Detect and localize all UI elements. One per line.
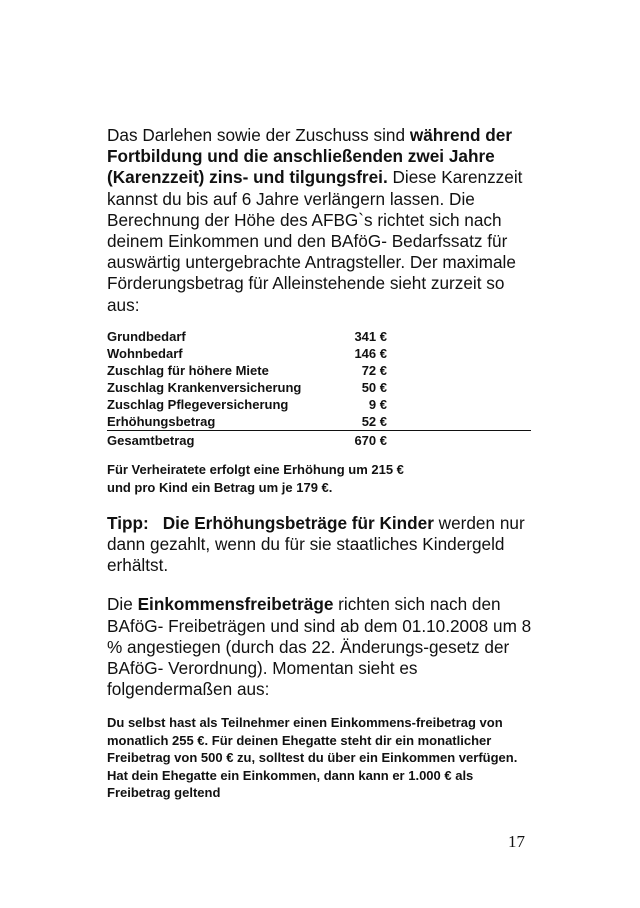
total-row <box>107 430 387 449</box>
table-row <box>107 345 387 362</box>
page-number: 17 <box>508 832 525 851</box>
tipp-text: werden nur dann gezahlt, wenn du für sie staatliches Kindergeld erhältst. <box>107 512 525 576</box>
row-label: Zuschlag für höhere Miete <box>107 362 269 378</box>
table-row <box>107 362 387 379</box>
table-row <box>107 328 387 345</box>
row-amount: 146 € <box>354 345 387 361</box>
row-amount: 72 € <box>361 362 387 378</box>
note-line-1: Für Verheiratete erfolgt eine Erhöhung um 215 € <box>107 461 404 477</box>
einkommen-text-1: Die <box>107 594 138 615</box>
row-amount: 52 € <box>361 413 387 429</box>
table-row <box>107 413 387 431</box>
note-line-2: und pro Kind ein Betrag um je 179 €. <box>107 479 333 495</box>
row-label: Wohnbedarf <box>107 345 183 361</box>
tipp-bold-text: Die Erhöhungsbeträge für Kinder <box>162 512 434 533</box>
row-label: Zuschlag Krankenversicherung <box>107 379 302 395</box>
tipp-paragraph <box>107 513 537 577</box>
total-label: Gesamtbetrag <box>107 430 347 449</box>
freibetrag-paragraph: Du selbst hast als Teilnehmer einen Einkommens-freibetrag von monatlich 255 €. Für deinen Ehegatte steht dir ein monatlicher Freibetrag von 500 € zu, solltest du über ein Einkommen verfügen. Hat dein Ehegatte ein Einkommen, dann kann er 1.000 € als Freibetrag geltend <box>107 715 518 801</box>
row-amount: 341 € <box>354 328 387 344</box>
tipp-label: Tipp: <box>107 512 149 533</box>
row-amount: 50 € <box>361 379 387 395</box>
row-label: Zuschlag Pflegeversicherung <box>107 396 289 412</box>
row-label: Erhöhungsbetrag <box>107 413 216 429</box>
intro-text-2: Diese Karenzzeit kannst du bis auf 6 Jahre verlängern lassen. Die Berechnung der Höhe des AFBG`s richtet sich nach deinem Einkommen und den BAföG- Bedarfssatz für auswärtig untergebrachte Antragsteller. Der maximale Förderungsbetrag für Alleinstehende sieht zurzeit so aus: <box>107 167 523 315</box>
table-divider-rule <box>107 430 531 431</box>
einkommen-paragraph <box>107 594 537 700</box>
row-amount: 9 € <box>368 396 387 412</box>
intro-bold-text: während der Fortbildung und die anschließenden zwei Jahre (Karenzzeit) zins- und tilgungsfrei. <box>107 125 513 188</box>
row-label: Grundbedarf <box>107 328 186 344</box>
total-amount: 670 € <box>347 430 387 449</box>
page-content <box>107 125 537 802</box>
einkommen-text-2: richten sich nach den BAföG- Freibeträgen und sind ab dem 01.10.2008 um 8 % angestiegen (durch das 22. Änderungs-gesetz der BAföG- Verordnung). Momentan sieht es folgendermaßen aus: <box>107 594 532 700</box>
married-note <box>107 461 537 497</box>
table-row <box>107 379 387 396</box>
intro-text-1: Das Darlehen sowie der Zuschuss sind <box>107 125 410 145</box>
table-row <box>107 396 387 413</box>
einkommen-bold-text: Einkommensfreibeträge <box>137 594 334 615</box>
intro-paragraph <box>107 125 537 316</box>
